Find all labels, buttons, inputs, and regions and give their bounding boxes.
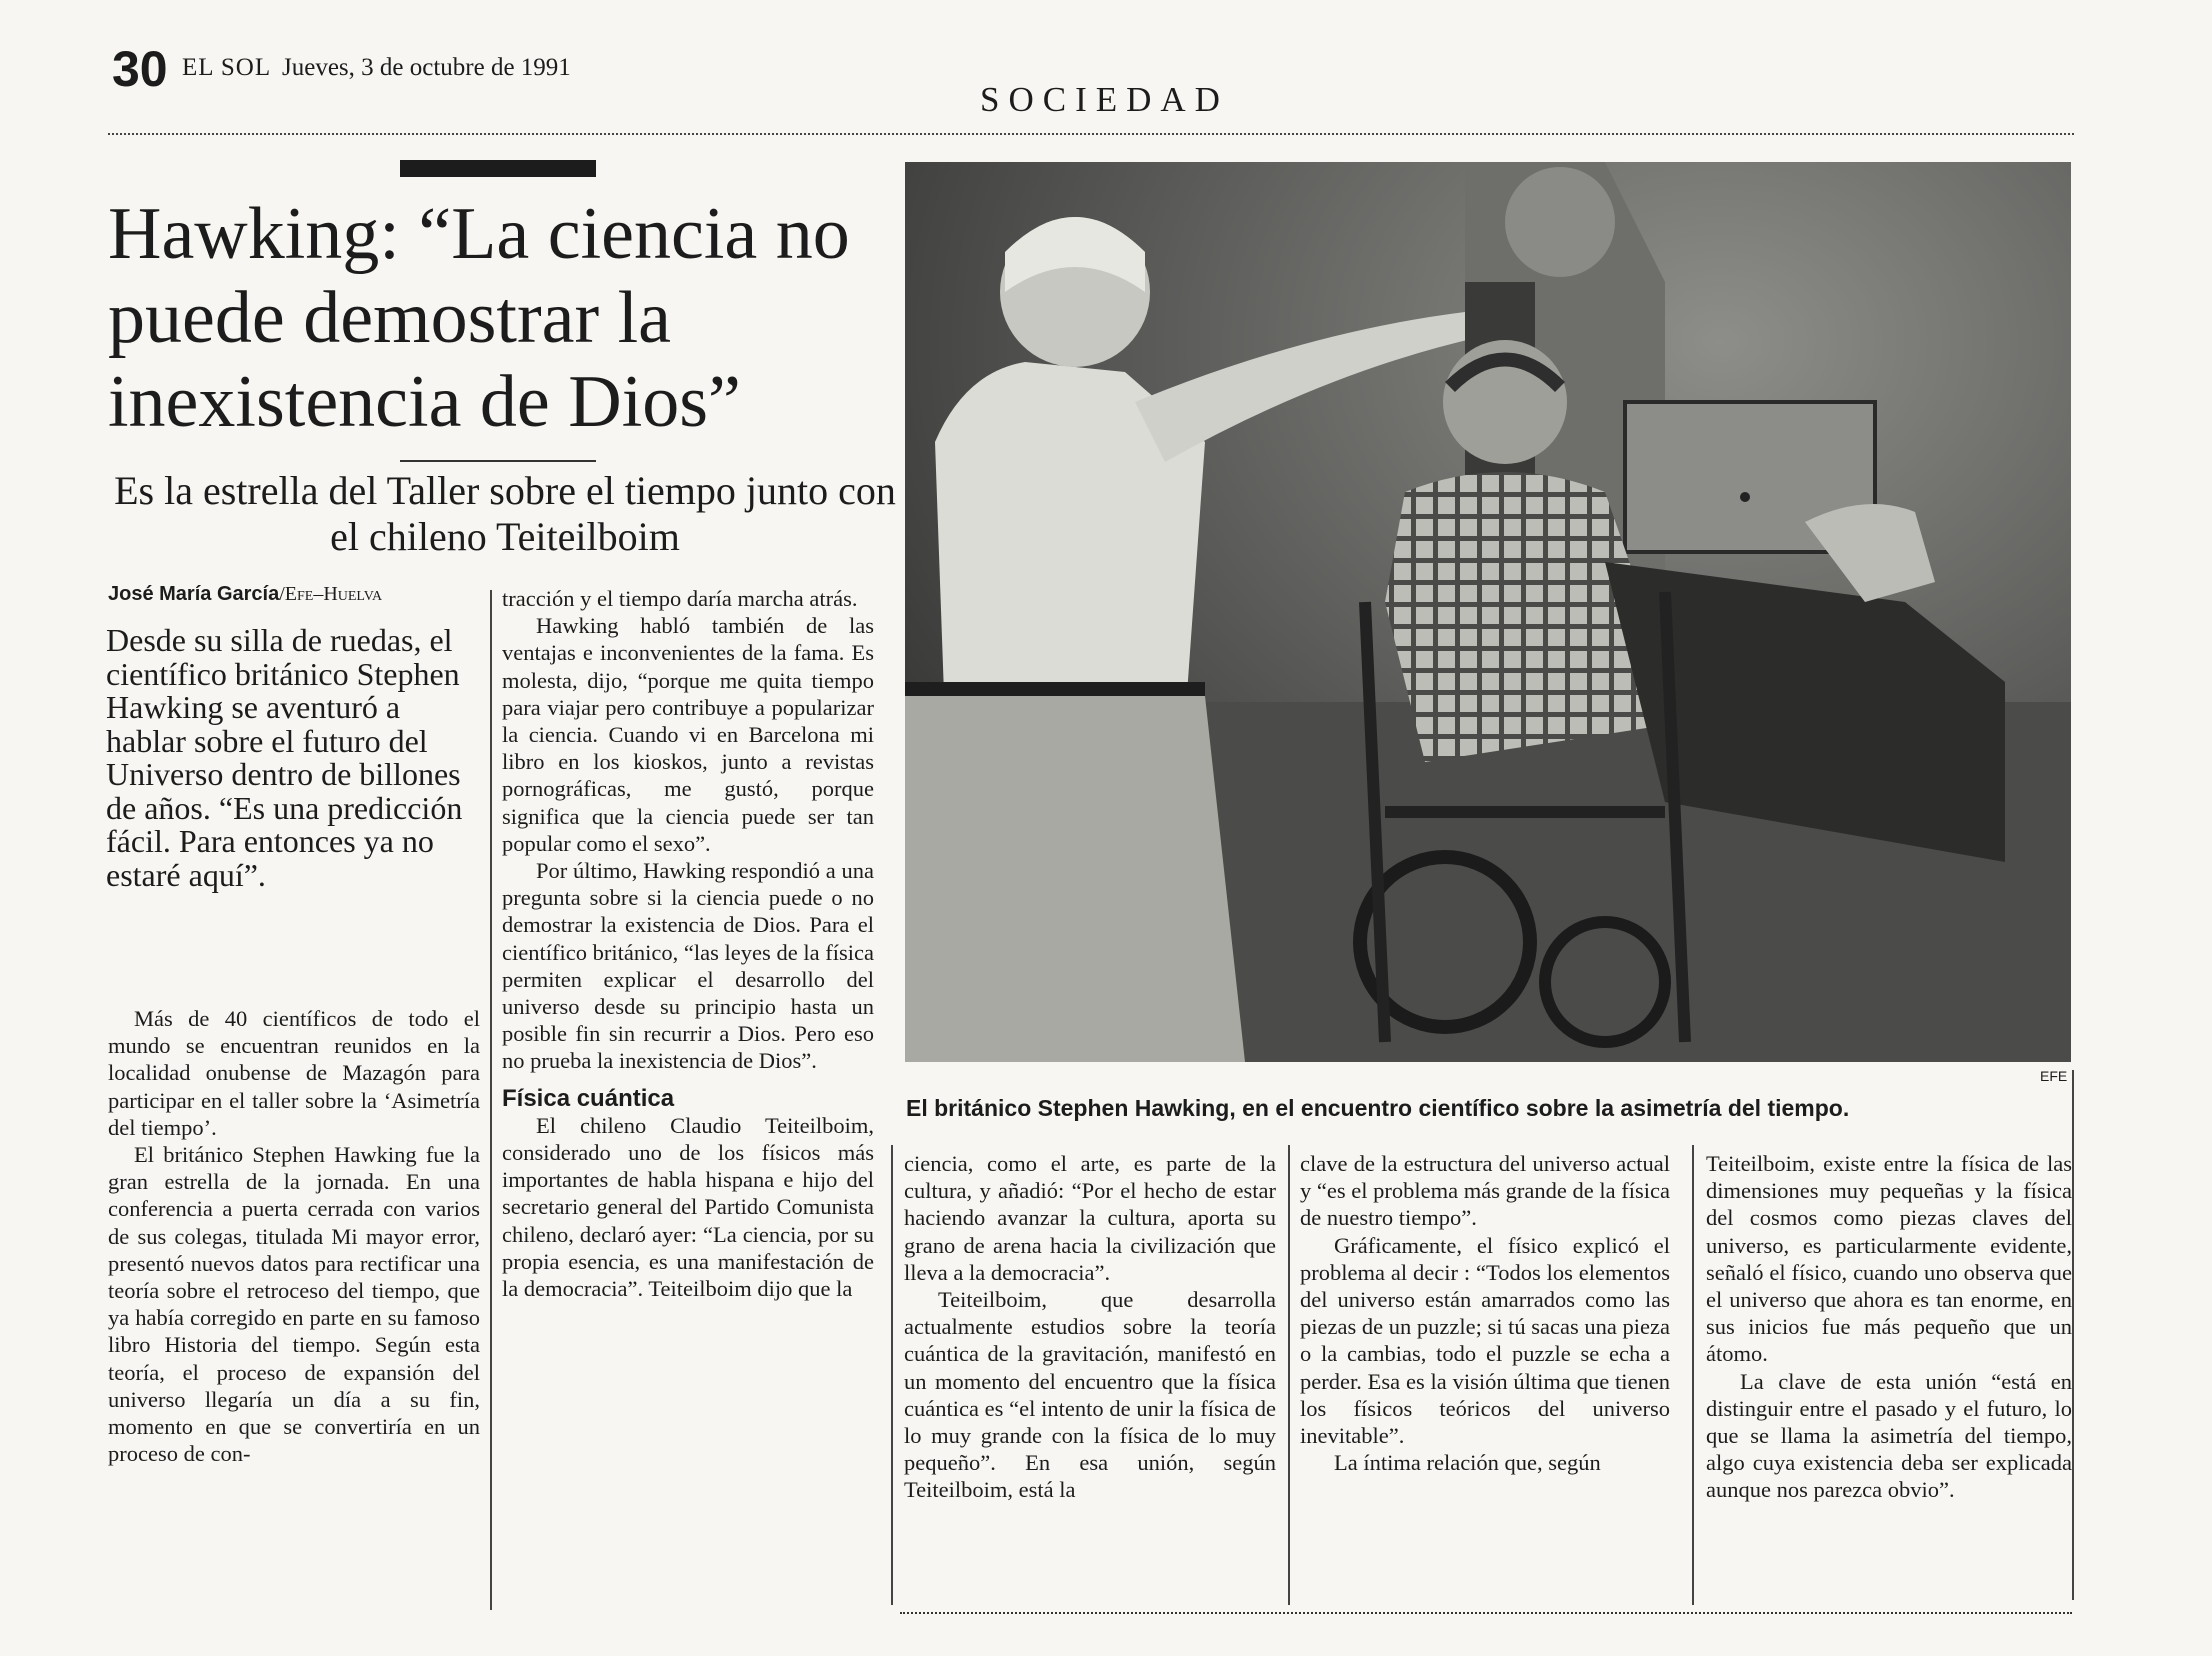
paragraph: Por último, Hawking respondió a una pregunta sobre si la ciencia puede o no demostrar la existencia de Dios. Para el científico británico, “las leyes de la física permiten explicar el desarrollo del universo desde su principio hasta un posible fin sin recurrir a Dios. Pero eso no prueba la inexistencia de Dios”. <box>502 858 874 1074</box>
byline-agency: /Efe–Huelva <box>279 583 383 605</box>
paragraph: tracción y el tiempo daría marcha atrás. <box>502 586 858 611</box>
article-lead <box>106 624 486 892</box>
paragraph: La clave de esta unión “está en distinguir entre el pasado y el futuro, lo que se llama la asimetría del tiempo, algo cuya existencia deba ser explicada aunque nos parezca obvio”. <box>1706 1368 2072 1503</box>
crosshead: Física cuántica <box>502 1084 675 1112</box>
headline: Hawking: “La ciencia no puede demostrar la inexistencia de Dios” <box>108 193 850 443</box>
column-divider <box>490 590 492 1610</box>
publication-date: Jueves, 3 de octubre de 1991 <box>282 54 571 81</box>
page-edge-rule <box>2072 1070 2074 1600</box>
article-column-2 <box>502 585 874 1302</box>
paragraph: Teiteilboim, que desarrolla actualmente estudios sobre la teoría cuántica de la gravitación, manifestó en un momento del encuentro que la física cuántica es “el intento de unir la física de lo muy grande con la física de lo muy pequeño”. En esa unión, según Teiteilboim, está la <box>904 1287 1276 1503</box>
byline <box>108 583 488 606</box>
paragraph: Gráficamente, el físico explicó el problema al decir : “Todos los elementos del universo están amarrados como las piezas de un puzzle; si tú sacas una pieza o la cambias, todo el puzzle se echa a perder. Esa es la visión última que tienen los físicos teóricos del universo inevitable”. <box>1300 1232 1670 1449</box>
column-divider <box>891 1145 893 1605</box>
column-divider <box>1692 1145 1694 1605</box>
paragraph: El chileno Claudio Teiteilboim, considerado uno de los físicos más importantes de habla hispana e hijo del secretario general del Partido Comunista chileno, declaró ayer: “La ciencia, por su propia esencia, es una manifestación de la democracia”. Teiteilboim dijo que la <box>502 1112 874 1302</box>
subhead-rule <box>400 460 596 462</box>
photo-hawking <box>905 162 2071 1062</box>
paragraph: Más de 40 científicos de todo el mundo se encuentran reunidos en la localidad onubense de Mazagón para participar en el taller sobre la ‘Asimetría del tiempo’. <box>108 1006 480 1140</box>
article-column-1 <box>108 1005 480 1467</box>
byline-author: José María García <box>108 583 280 605</box>
photo-illustration <box>905 162 2071 1062</box>
article-column-3 <box>904 1150 1276 1504</box>
page-number: 30 <box>112 41 168 97</box>
subheadline: Es la estrella del Taller sobre el tiempo junto con el chileno Teiteilboim <box>114 468 896 559</box>
headline-bar <box>400 160 596 177</box>
article-column-4 <box>1300 1150 1670 1476</box>
photo-credit: EFE <box>2040 1068 2068 1084</box>
paragraph: El británico Stephen Hawking fue la gran estrella de la jornada. En una conferencia a puerta cerrada con varios de sus colegas, titulada Mi mayor error, presentó nuevos datos para rectificar una teoría sobre el retroceso del tiempo, que ya había corregido en parte en su famoso libro Historia del tiempo. Según esta teoría, el proceso de expansión del universo llegaría un día a su fin, momento en que se convertiría en un proceso de con- <box>108 1142 480 1467</box>
section-name: SOCIEDAD <box>980 80 1229 119</box>
header-divider <box>108 133 2074 135</box>
article-column-5 <box>1706 1150 2072 1504</box>
lead-paragraph: Desde su silla de ruedas, el científico británico Stephen Hawking se aventuró a hablar sobre el futuro del Universo dentro de billones de años. “Es una predicción fácil. Para entonces ya no estaré aquí”. <box>106 622 463 893</box>
paragraph: Teiteilboim, existe entre la física de las dimensiones muy pequeñas y la física del cosmos como piezas claves del universo, es particularmente evidente, señaló el físico, cuando uno observa que el universo que ahora es tan enorme, en sus inicios fue más pequeño que un átomo. <box>1706 1151 2072 1367</box>
publication-name: EL SOL <box>182 54 272 81</box>
column-divider <box>1288 1145 1290 1605</box>
paragraph: Hawking habló también de las ventajas e inconvenientes de la fama. Es molesta, dijo, “porque me quita tiempo para viajar pero contribuye a popularizar la ciencia. Cuando vi en Barcelona mi libro en los kioskos, junto a revistas pornográficas, me gustó, porque significa que la ciencia puede ser tan popular como el sexo”. <box>502 613 874 856</box>
paragraph: ciencia, como el arte, es parte de la cultura, y añadió: “Por el hecho de estar haciendo avanzar la cultura, aporta su grano de arena hacia la civilización que lleva a la democracia”. <box>904 1151 1276 1285</box>
photo-caption: El británico Stephen Hawking, en el encuentro científico sobre la asimetría del tiempo. <box>906 1095 1850 1121</box>
bottom-rule <box>900 1612 2072 1614</box>
paragraph: clave de la estructura del universo actual y “es el problema más grande de la física de nuestro tiempo”. <box>1300 1151 1670 1231</box>
paragraph: La íntima relación que, según <box>1334 1450 1601 1476</box>
